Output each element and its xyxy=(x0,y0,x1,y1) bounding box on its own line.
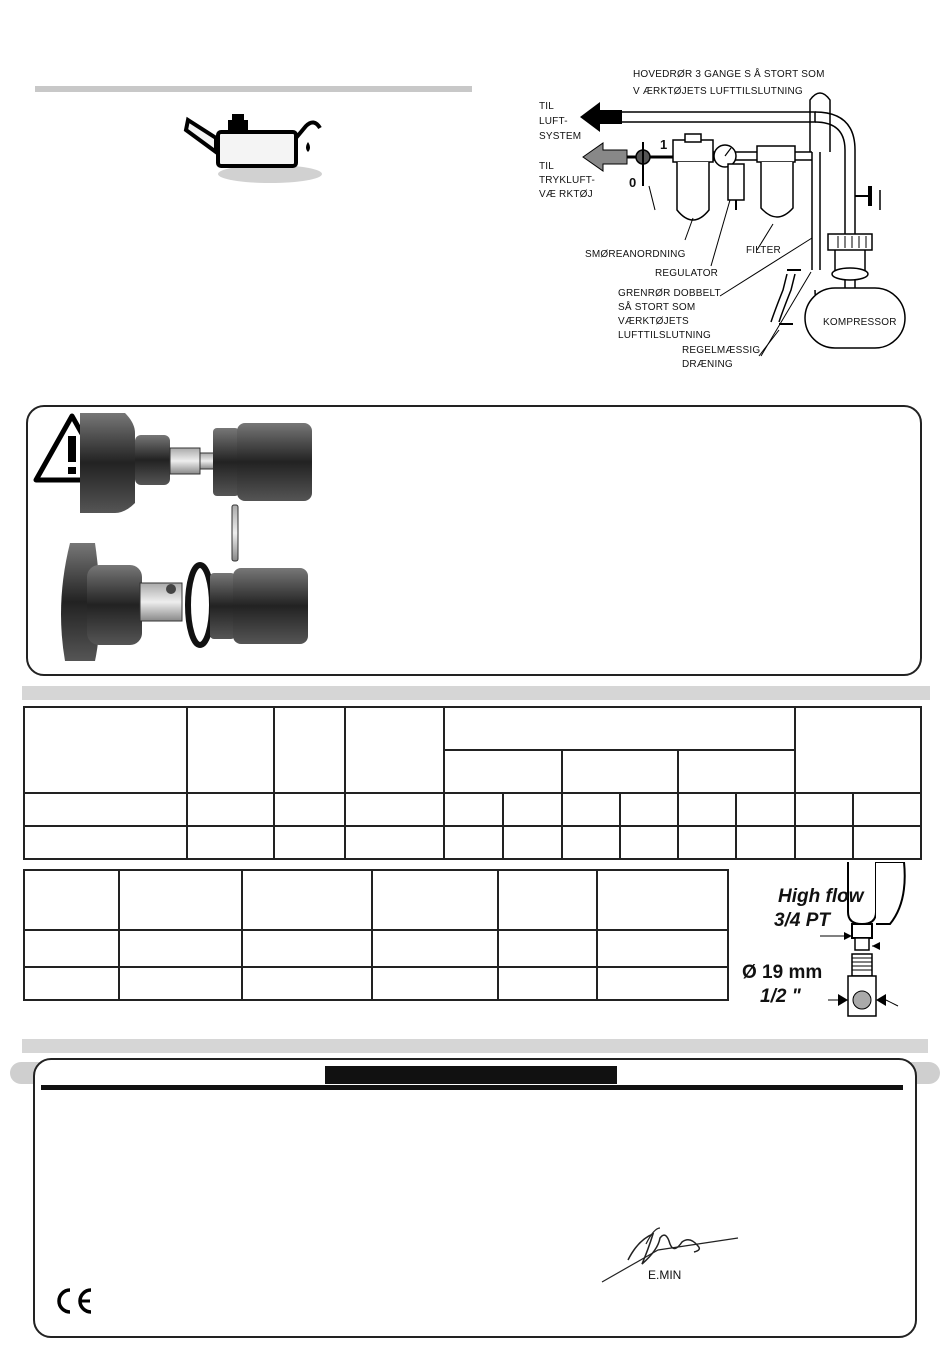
top-divider-line xyxy=(35,86,472,92)
socket-attachment-illustration xyxy=(55,413,325,663)
spec-section-bar xyxy=(22,686,930,700)
valve-closed-label: 0 xyxy=(629,175,637,190)
diameter-label: Ø 19 mm xyxy=(742,962,823,983)
to-air-system-3: SYSTEM xyxy=(539,131,582,142)
branch-pipe-4: LUFTTILSLUTNING xyxy=(618,330,712,341)
spec-header-cell-4 xyxy=(345,707,444,793)
to-tool-1: TIL xyxy=(539,161,555,172)
spec-subheader-2 xyxy=(562,750,678,793)
hose-fitting-illustration xyxy=(740,862,940,1032)
ce-mark-icon xyxy=(52,1286,94,1316)
table-row xyxy=(24,793,921,826)
signature-name: E.MIN xyxy=(648,1268,682,1282)
table-row xyxy=(24,930,728,967)
spec-header-cell-last xyxy=(795,707,922,793)
spec-header-cell-1 xyxy=(24,707,187,793)
high-flow-label: High flow xyxy=(778,886,864,907)
table-row xyxy=(24,967,728,1000)
declaration-section-bar xyxy=(22,1039,928,1053)
filter-label: FILTER xyxy=(746,245,781,256)
thread-label: 3/4 PT xyxy=(774,910,830,931)
drain-1: REGELMÆSSIG xyxy=(682,345,761,356)
to-air-system-1: TIL xyxy=(539,101,555,112)
branch-pipe-3: VÆRKTØJETS xyxy=(618,316,689,327)
inch-label: 1/2 " xyxy=(760,986,801,1007)
spec-subheader-1 xyxy=(444,750,561,793)
regulator-label: REGULATOR xyxy=(655,268,719,279)
to-air-system-2: LUFT- xyxy=(539,116,568,127)
declaration-title-bar xyxy=(325,1066,617,1084)
branch-pipe-2: SÅ STORT SOM xyxy=(618,302,696,313)
spec-header-group xyxy=(444,707,794,750)
declaration-rule xyxy=(41,1085,903,1090)
to-tool-2: TRYKLUFT- xyxy=(539,175,596,186)
spec-table xyxy=(23,706,922,860)
spec-header-cell-3 xyxy=(274,707,345,793)
drain-2: DRÆNING xyxy=(682,359,733,370)
air-system-diagram xyxy=(525,60,945,380)
spec-header-cell-2 xyxy=(187,707,274,793)
oil-can-icon xyxy=(180,108,330,188)
to-tool-3: VÆ RKTØJ xyxy=(539,189,593,200)
spec-subheader-3 xyxy=(678,750,794,793)
table-row xyxy=(24,826,921,859)
hose-table xyxy=(23,869,729,1001)
main-pipe-label-1: HOVEDRØR 3 GANGE S Å STORT SOM xyxy=(633,69,825,80)
valve-open-label: 1 xyxy=(660,137,668,152)
main-pipe-label-2: V ÆRKTØJETS LUFTTILSLUTNING xyxy=(633,86,803,97)
compressor-label: KOMPRESSOR xyxy=(823,317,897,328)
lubricator-label: SMØREANORDNING xyxy=(585,249,686,260)
branch-pipe-1: GRENRØR DOBBELT xyxy=(618,288,721,299)
declaration-box xyxy=(33,1058,917,1338)
